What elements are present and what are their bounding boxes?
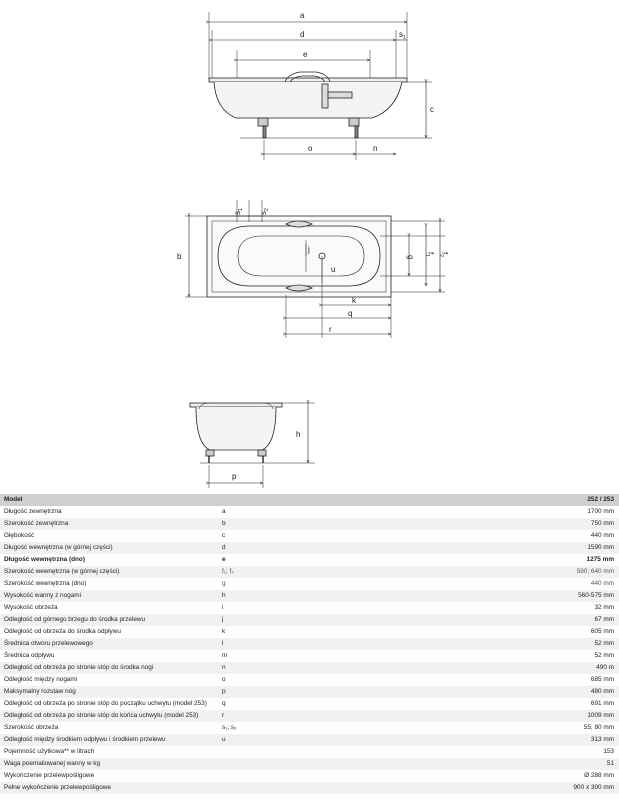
table-row	[0, 590, 619, 602]
spec-value-cell: 252 / 253	[587, 496, 614, 503]
spec-value-cell: 480 mm	[590, 688, 614, 695]
table-row	[0, 758, 619, 770]
dim-label-e: e	[303, 50, 308, 59]
dim-label-b: b	[177, 252, 182, 261]
spec-name-cell: Wysokość obrzeża	[4, 604, 58, 611]
spec-value-cell: 55; 80 mm	[583, 724, 614, 731]
table-row	[0, 518, 619, 530]
spec-symbol-cell	[222, 770, 462, 782]
dim-label-s1: $s_1$	[399, 30, 406, 41]
spec-symbol-cell: i	[222, 604, 224, 611]
spec-symbol-cell	[222, 758, 462, 770]
spec-symbol-cell: r	[222, 712, 225, 719]
table-row	[0, 662, 619, 674]
spec-name-cell: Model	[4, 496, 23, 503]
spec-table	[0, 494, 619, 794]
table-row	[0, 530, 619, 542]
spec-value-cell: 440 mm	[590, 532, 614, 539]
spec-value-cell: 590; 640 mm	[576, 568, 614, 575]
spec-value-cell: 51	[606, 760, 614, 767]
spec-name-cell: Długość zewnętrzna	[4, 508, 62, 515]
spec-symbol-cell: c	[222, 532, 226, 539]
spec-symbol-cell	[222, 782, 462, 794]
spec-symbol-cell: b	[222, 520, 226, 527]
dim-label-h: h	[296, 430, 301, 439]
spec-name-cell: Średnica odpływu	[4, 652, 55, 659]
dim-label-n: n	[373, 144, 378, 153]
spec-value-cell: 691 mm	[590, 700, 614, 707]
dim-label-q: q	[348, 309, 353, 318]
spec-value-cell: 440 mm	[590, 580, 614, 587]
dim-label-g: g	[406, 255, 415, 260]
spec-name-cell: Odległość od obrzeża po stronie stóp do początku uchwytu (model 253)	[4, 700, 207, 707]
spec-value-cell: Ø 288 mm	[584, 772, 614, 779]
dim-label-c: c	[430, 105, 434, 114]
spec-symbol-cell: m	[222, 652, 228, 659]
spec-symbol-cell: h	[222, 592, 226, 599]
spec-symbol-cell: q	[222, 700, 226, 707]
spec-name-cell: Wysokość wanny z nogami	[4, 592, 82, 599]
spec-name-cell: Długość wewnętrzna (w górnej części)	[4, 544, 113, 551]
spec-value-cell: 1009 mm	[587, 712, 614, 719]
table-row	[0, 722, 619, 734]
spec-symbol-cell: g	[222, 580, 226, 587]
table-row	[0, 626, 619, 638]
spec-value-cell: 52 mm	[594, 652, 614, 659]
spec-name-cell: Pełne wykończenie przelewpośligowe	[4, 784, 111, 791]
dim-label-k: k	[352, 296, 356, 305]
table-row	[0, 578, 619, 590]
table-row	[0, 638, 619, 650]
table-row	[0, 506, 619, 518]
table-row	[0, 782, 619, 794]
dim-label-s2-top: $s_2$	[259, 208, 270, 215]
table-row	[0, 770, 619, 782]
spec-value-cell: 1275 mm	[586, 556, 614, 563]
spec-name-cell: Odległość między środkiem odpływu i środkiem przelewu	[4, 736, 166, 743]
table-row	[0, 614, 619, 626]
table-row	[0, 542, 619, 554]
end-view-drawing	[190, 403, 315, 488]
spec-value-cell: 605 mm	[590, 628, 614, 635]
dim-label-r: r	[329, 325, 332, 334]
spec-symbol-cell: u	[222, 736, 226, 743]
spec-name-cell: Szerokość wewnętrzna (dno)	[4, 580, 87, 587]
dim-label-f2: $f_2$	[438, 252, 449, 258]
table-row	[0, 566, 619, 578]
table-row	[0, 650, 619, 662]
spec-name-cell: Głębokość	[4, 532, 35, 539]
table-row	[0, 710, 619, 722]
spec-value-cell: 1590 mm	[587, 544, 614, 551]
table-row	[0, 734, 619, 746]
dim-label-j: j	[308, 245, 310, 254]
spec-value-cell: 685 mm	[590, 676, 614, 683]
spec-name-cell: Odległość między nogami	[4, 676, 78, 683]
spec-value-cell: 490 m	[596, 664, 614, 671]
dim-label-f1: $f_1$	[424, 252, 435, 258]
spec-name-cell: Odległość od obrzeża do środka odpływu	[4, 628, 121, 635]
spec-name-cell: Szerokość obrzeża	[4, 724, 59, 731]
spec-symbol-cell: l	[222, 640, 224, 647]
spec-symbol-cell: o	[222, 676, 226, 683]
spec-symbol-cell: k	[222, 628, 226, 635]
table-row	[0, 554, 619, 566]
spec-value-cell: 1700 mm	[587, 508, 614, 515]
dim-label-u: u	[331, 265, 336, 274]
spec-value-cell: 67 mm	[594, 616, 614, 623]
spec-symbol-cell	[222, 746, 462, 758]
spec-symbol-cell: d	[222, 544, 226, 551]
table-row	[0, 746, 619, 758]
table-row	[0, 674, 619, 686]
spec-value-cell: 900 x 300 mm	[573, 784, 614, 791]
dim-label-o: o	[308, 144, 313, 153]
spec-value-cell: 153	[603, 748, 614, 755]
spec-name-cell: Odległość od obrzeża po stronie stóp do końca uchwytu (model 253)	[4, 712, 199, 719]
spec-symbol-cell: j	[222, 616, 224, 623]
table-row	[0, 602, 619, 614]
spec-name-cell: Pojemność użytkowa** w litrach	[4, 748, 95, 755]
spec-symbol-cell: p	[222, 688, 226, 695]
dim-label-p: p	[232, 472, 237, 481]
spec-symbol-cell: a	[222, 508, 226, 515]
spec-name-cell: Szerokość zewnętrzna	[4, 520, 69, 527]
top-view-drawing	[185, 200, 445, 338]
spec-name-cell: Szerokość wewnętrzna (w górnej części)	[4, 568, 120, 575]
dim-label-s1-top: $s_1$	[233, 208, 244, 215]
spec-value-cell: 313 mm	[590, 736, 614, 743]
spec-name-cell: Średnica otworu przelewowego	[4, 640, 93, 647]
dim-label-d: d	[300, 30, 305, 39]
spec-name-cell: Waga poemaliowanej wanny w kg	[4, 760, 101, 767]
spec-name-cell: Odległość od górnego brzegu do środka przelewu	[4, 616, 146, 623]
table-header-row	[0, 494, 619, 506]
spec-symbol-cell: e	[222, 556, 226, 563]
spec-name-cell: Wykończenie przelewpośligowe	[4, 772, 95, 779]
spec-value-cell: 52 mm	[594, 640, 614, 647]
spec-name-cell: Maksymalny rozstaw nóg	[4, 688, 76, 695]
dim-label-a: a	[300, 11, 305, 20]
spec-name-cell: Odległość od obrzeża po stronie stóp do środka nogi	[4, 664, 154, 671]
spec-value-cell: 560-575 mm	[578, 592, 614, 599]
spec-symbol-cell	[222, 494, 462, 506]
spec-value-cell: 32 mm	[594, 604, 614, 611]
spec-symbol-cell: s₁; s₂	[222, 724, 237, 731]
table-row	[0, 698, 619, 710]
spec-symbol-cell: n	[222, 664, 226, 671]
spec-name-cell: Długość wewnętrzna (dno)	[4, 556, 85, 563]
table-row	[0, 686, 619, 698]
spec-value-cell: 750 mm	[590, 520, 614, 527]
spec-symbol-cell: f₁; f₂	[222, 568, 234, 575]
